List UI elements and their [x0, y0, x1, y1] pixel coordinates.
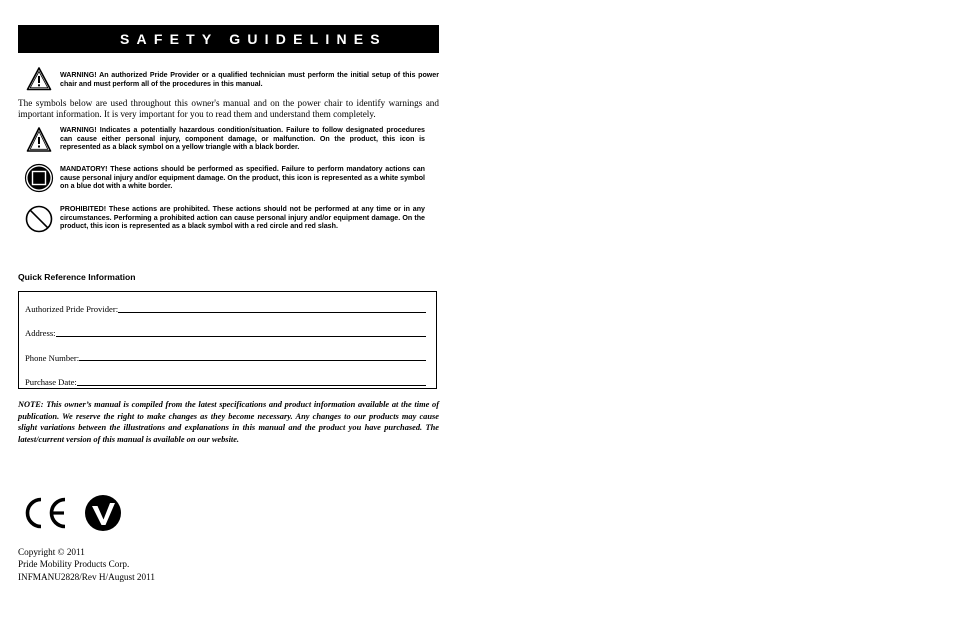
- symbol-mandatory: [18, 163, 439, 193]
- mandatory-dot-icon: [18, 163, 60, 193]
- symbol-warning-text: WARNING! Indicates a potentially hazardous condition/situation. Failure to follow designated procedures can cause either personal injury, component damage, or malfunction. On the product, this icon is represented as a black symbol on a yellow triangle with a black border.: [60, 126, 425, 151]
- address-blank-line: [56, 336, 426, 337]
- document-revision: INFMANU2828/Rev H/August 2011: [18, 571, 155, 582]
- purchase-date-label: Purchase Date:: [25, 377, 77, 388]
- provider-blank-line: [118, 312, 426, 313]
- purchase-date-blank-line: [77, 385, 426, 386]
- intro-paragraph: The symbols below are used throughout this owner's manual and on the power chair to identify warnings and important information. It is very important for you to read them and understand them completely.: [18, 98, 439, 119]
- check-mark-logo-icon: [84, 494, 122, 537]
- certification-logos: [20, 494, 122, 537]
- address-field: [25, 321, 426, 345]
- provider-field: [25, 297, 426, 321]
- section-banner: [18, 25, 439, 53]
- symbol-warning: [18, 126, 439, 154]
- safety-guidelines-page: [18, 25, 439, 445]
- quick-reference-title: Quick Reference Information: [18, 272, 136, 282]
- copyright-line: Copyright © 2011: [18, 547, 85, 557]
- prohibited-circle-icon: [18, 204, 60, 234]
- symbol-mandatory-text: MANDATORY! These actions should be performed as specified. Failure to perform mandatory actions can cause personal injury and/or equipment damage. On the product, this icon is represented as a white symbol on a blue dot with a white border.: [60, 165, 425, 190]
- top-warning: [18, 66, 439, 92]
- purchase-date-field: [25, 370, 426, 394]
- warning-triangle-icon: [18, 66, 60, 92]
- warning-triangle-icon: [18, 126, 60, 154]
- quick-reference-box: [18, 291, 437, 389]
- address-label: Address:: [25, 328, 56, 339]
- phone-label: Phone Number:: [25, 352, 80, 363]
- banner-title: SAFETY GUIDELINES: [120, 31, 387, 47]
- symbol-prohibited-text: PROHIBITED! These actions are prohibited. These actions should not be performed at any time or in any circumstances. Performing a prohibited action can cause personal injury and/or equipment damage. On the product, this icon is represented as a black symbol with a red circle and red slash.: [60, 205, 425, 230]
- copyright-block: [18, 546, 155, 583]
- symbol-prohibited: [18, 204, 439, 234]
- company-name: Pride Mobility Products Corp.: [18, 559, 130, 570]
- top-warning-text: WARNING! An authorized Pride Provider or a qualified technician must perform the initial setup of this power chair and must perform all of the procedures in this manual.: [60, 71, 439, 88]
- ce-mark-icon: [20, 496, 70, 535]
- phone-field: [25, 346, 426, 370]
- note-paragraph: NOTE: This owner’s manual is compiled from the latest specifications and product information available at the time of publication. We reserve the right to make changes as they become necessary. Any changes to our products may cause slight variations between the illustrations and explanations in this manual and the product you have purchased. The latest/current version of this manual is available on our website.: [18, 400, 439, 444]
- provider-label: Authorized Pride Provider:: [25, 304, 119, 315]
- phone-blank-line: [79, 360, 426, 361]
